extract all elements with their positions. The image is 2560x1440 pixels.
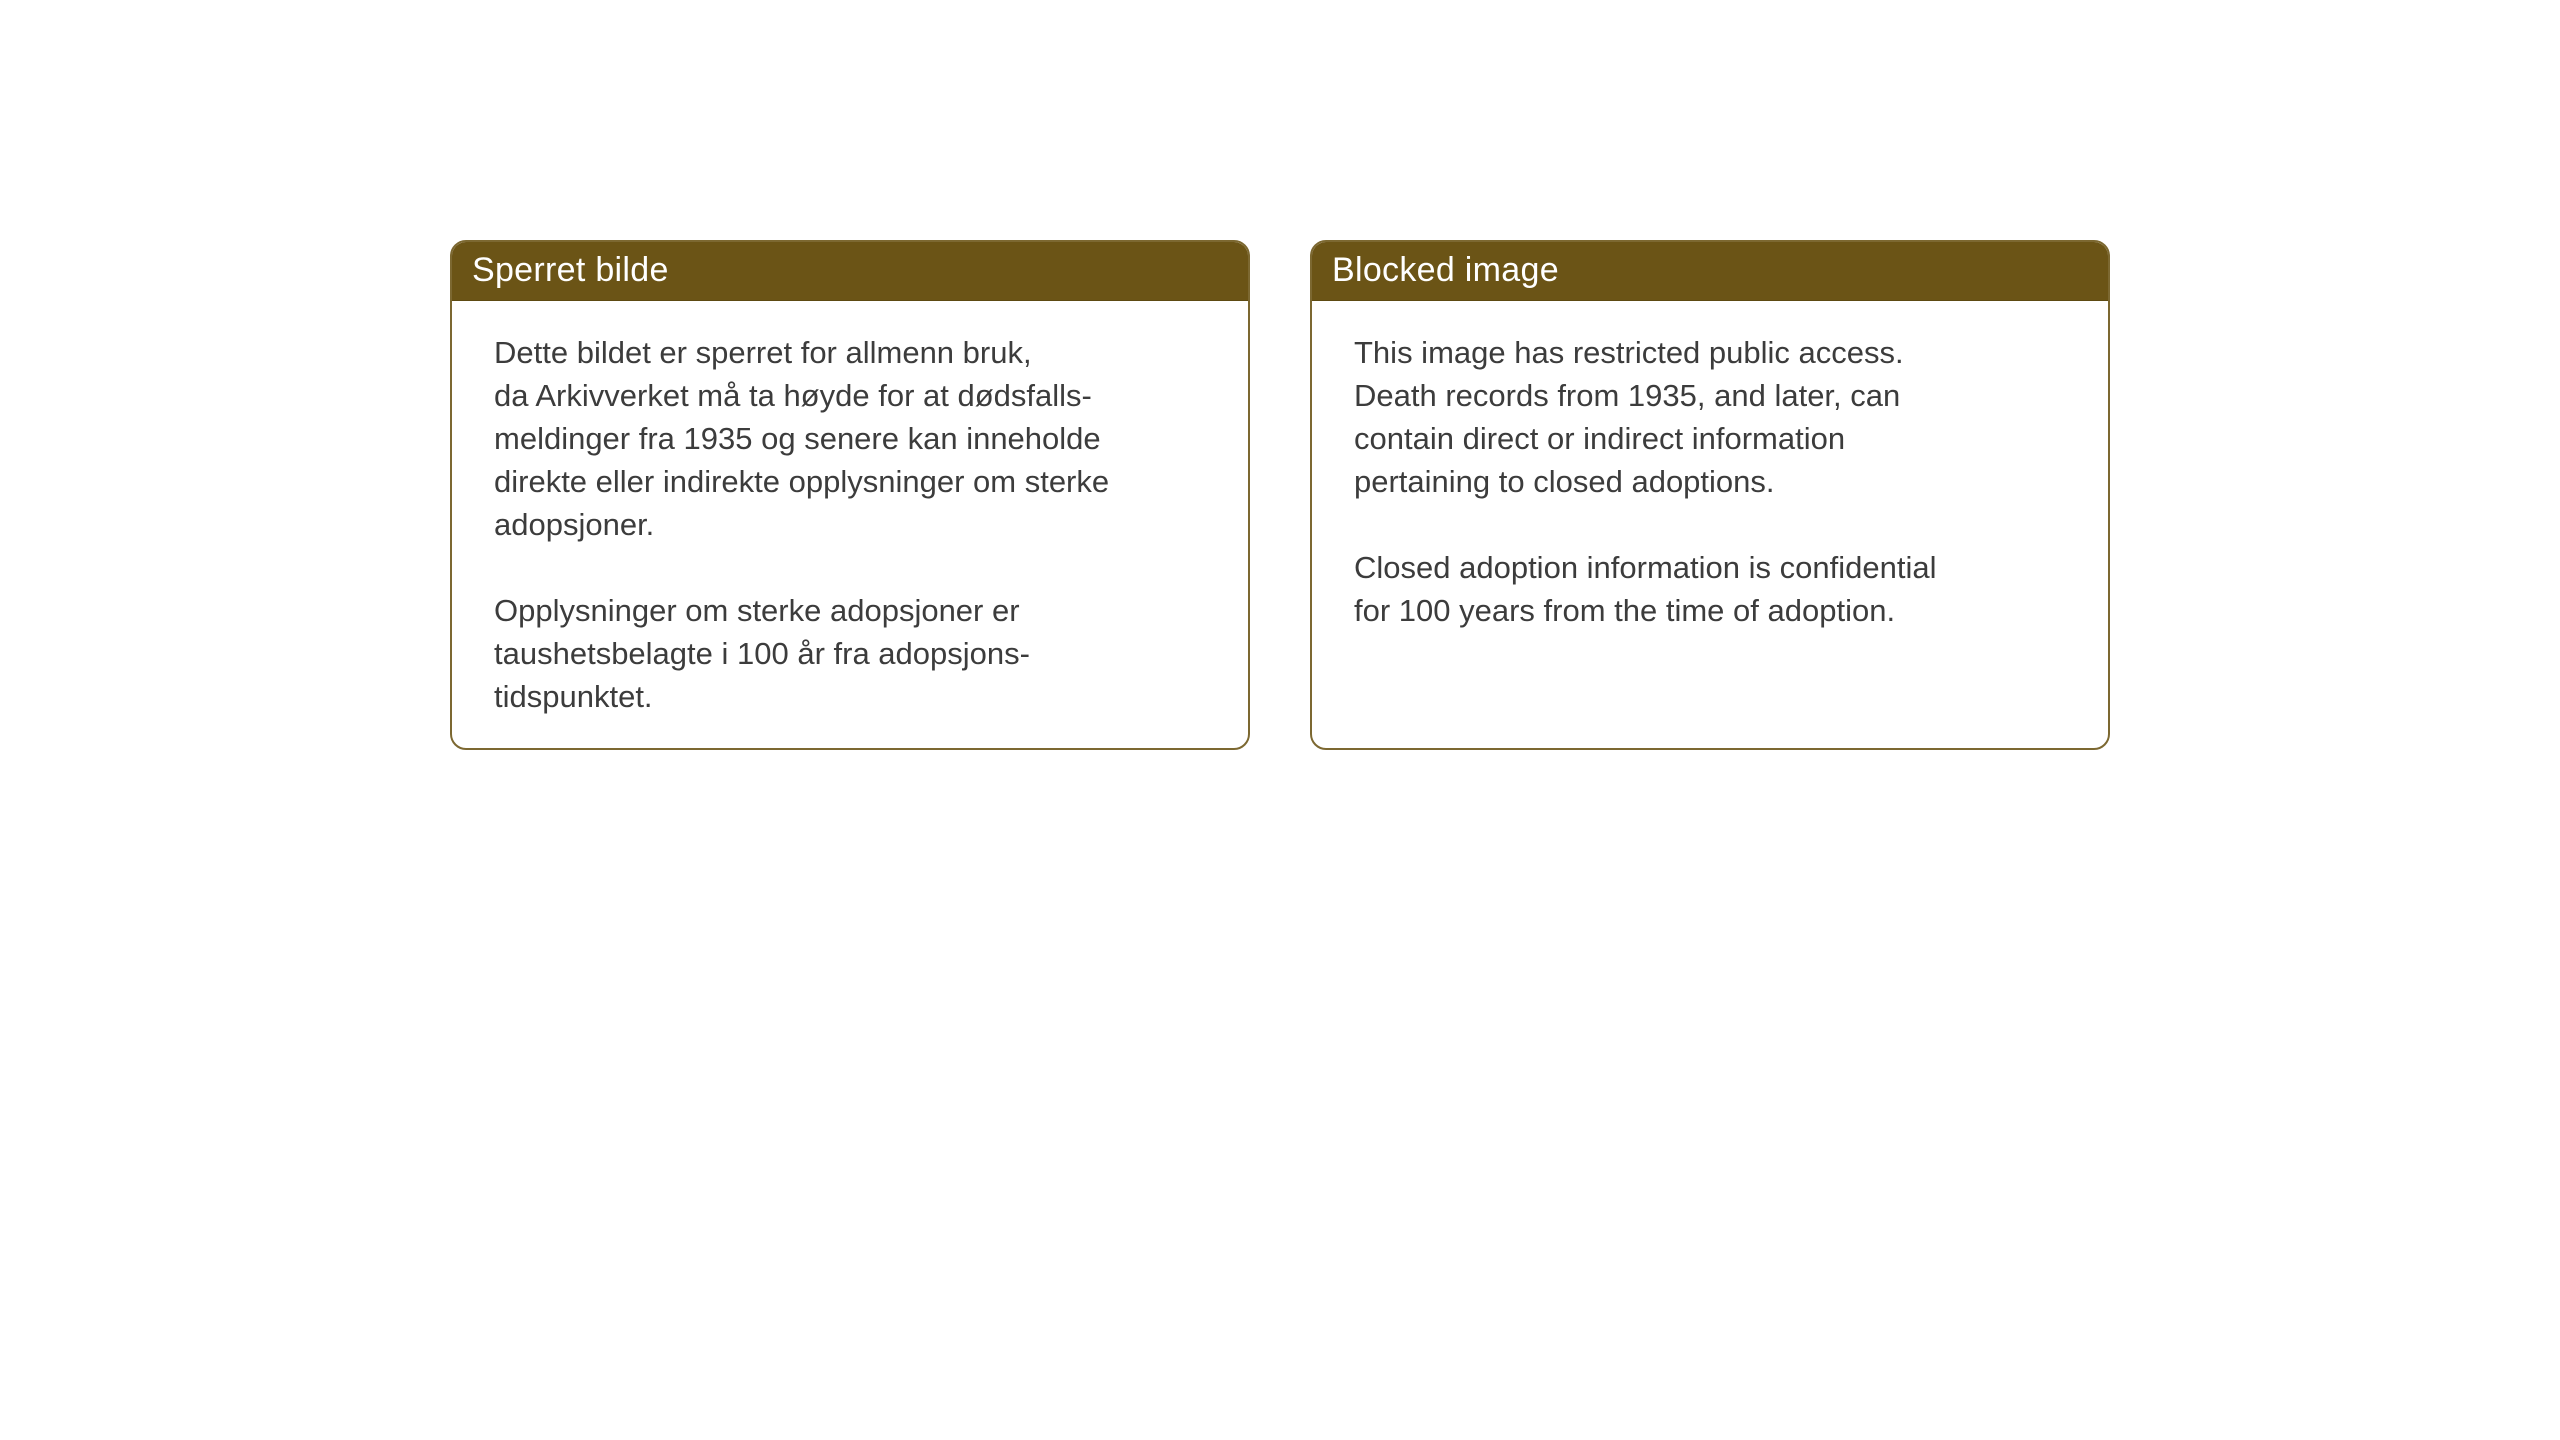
text-line: pertaining to closed adoptions.: [1354, 464, 1775, 499]
notice-card-english-header: [1310, 240, 2110, 301]
text-line: Closed adoption information is confidential: [1354, 550, 1937, 585]
text-line: tidspunktet.: [494, 679, 653, 714]
notice-card-english: [1310, 240, 2110, 750]
text-line: meldinger fra 1935 og senere kan inneholde: [494, 421, 1101, 456]
text-line: This image has restricted public access.: [1354, 335, 1904, 370]
text-line: Opplysninger om sterke adopsjoner er: [494, 593, 1020, 628]
notice-paragraph: [1354, 331, 2072, 503]
notice-card-norwegian-body: [452, 301, 1248, 718]
text-line: for 100 years from the time of adoption.: [1354, 593, 1896, 628]
text-line: da Arkivverket må ta høyde for at dødsfalls-: [494, 378, 1092, 413]
notice-paragraph: [494, 589, 1212, 718]
notice-card-english-body: [1312, 301, 2108, 632]
notice-card-norwegian-header: [450, 240, 1250, 301]
notice-title-norwegian: Sperret bilde: [472, 250, 669, 289]
notice-card-norwegian: [450, 240, 1250, 750]
notice-paragraph: [494, 331, 1212, 546]
text-line: taushetsbelagte i 100 år fra adopsjons-: [494, 636, 1030, 671]
text-line: direkte eller indirekte opplysninger om sterke: [494, 464, 1110, 499]
notice-title-english: Blocked image: [1332, 250, 1559, 289]
text-line: Dette bildet er sperret for allmenn bruk,: [494, 335, 1032, 370]
text-line: contain direct or indirect information: [1354, 421, 1846, 456]
notice-paragraph: [1354, 546, 2072, 632]
text-line: adopsjoner.: [494, 507, 655, 542]
blocked-image-notices: [450, 240, 2110, 750]
text-line: Death records from 1935, and later, can: [1354, 378, 1901, 413]
